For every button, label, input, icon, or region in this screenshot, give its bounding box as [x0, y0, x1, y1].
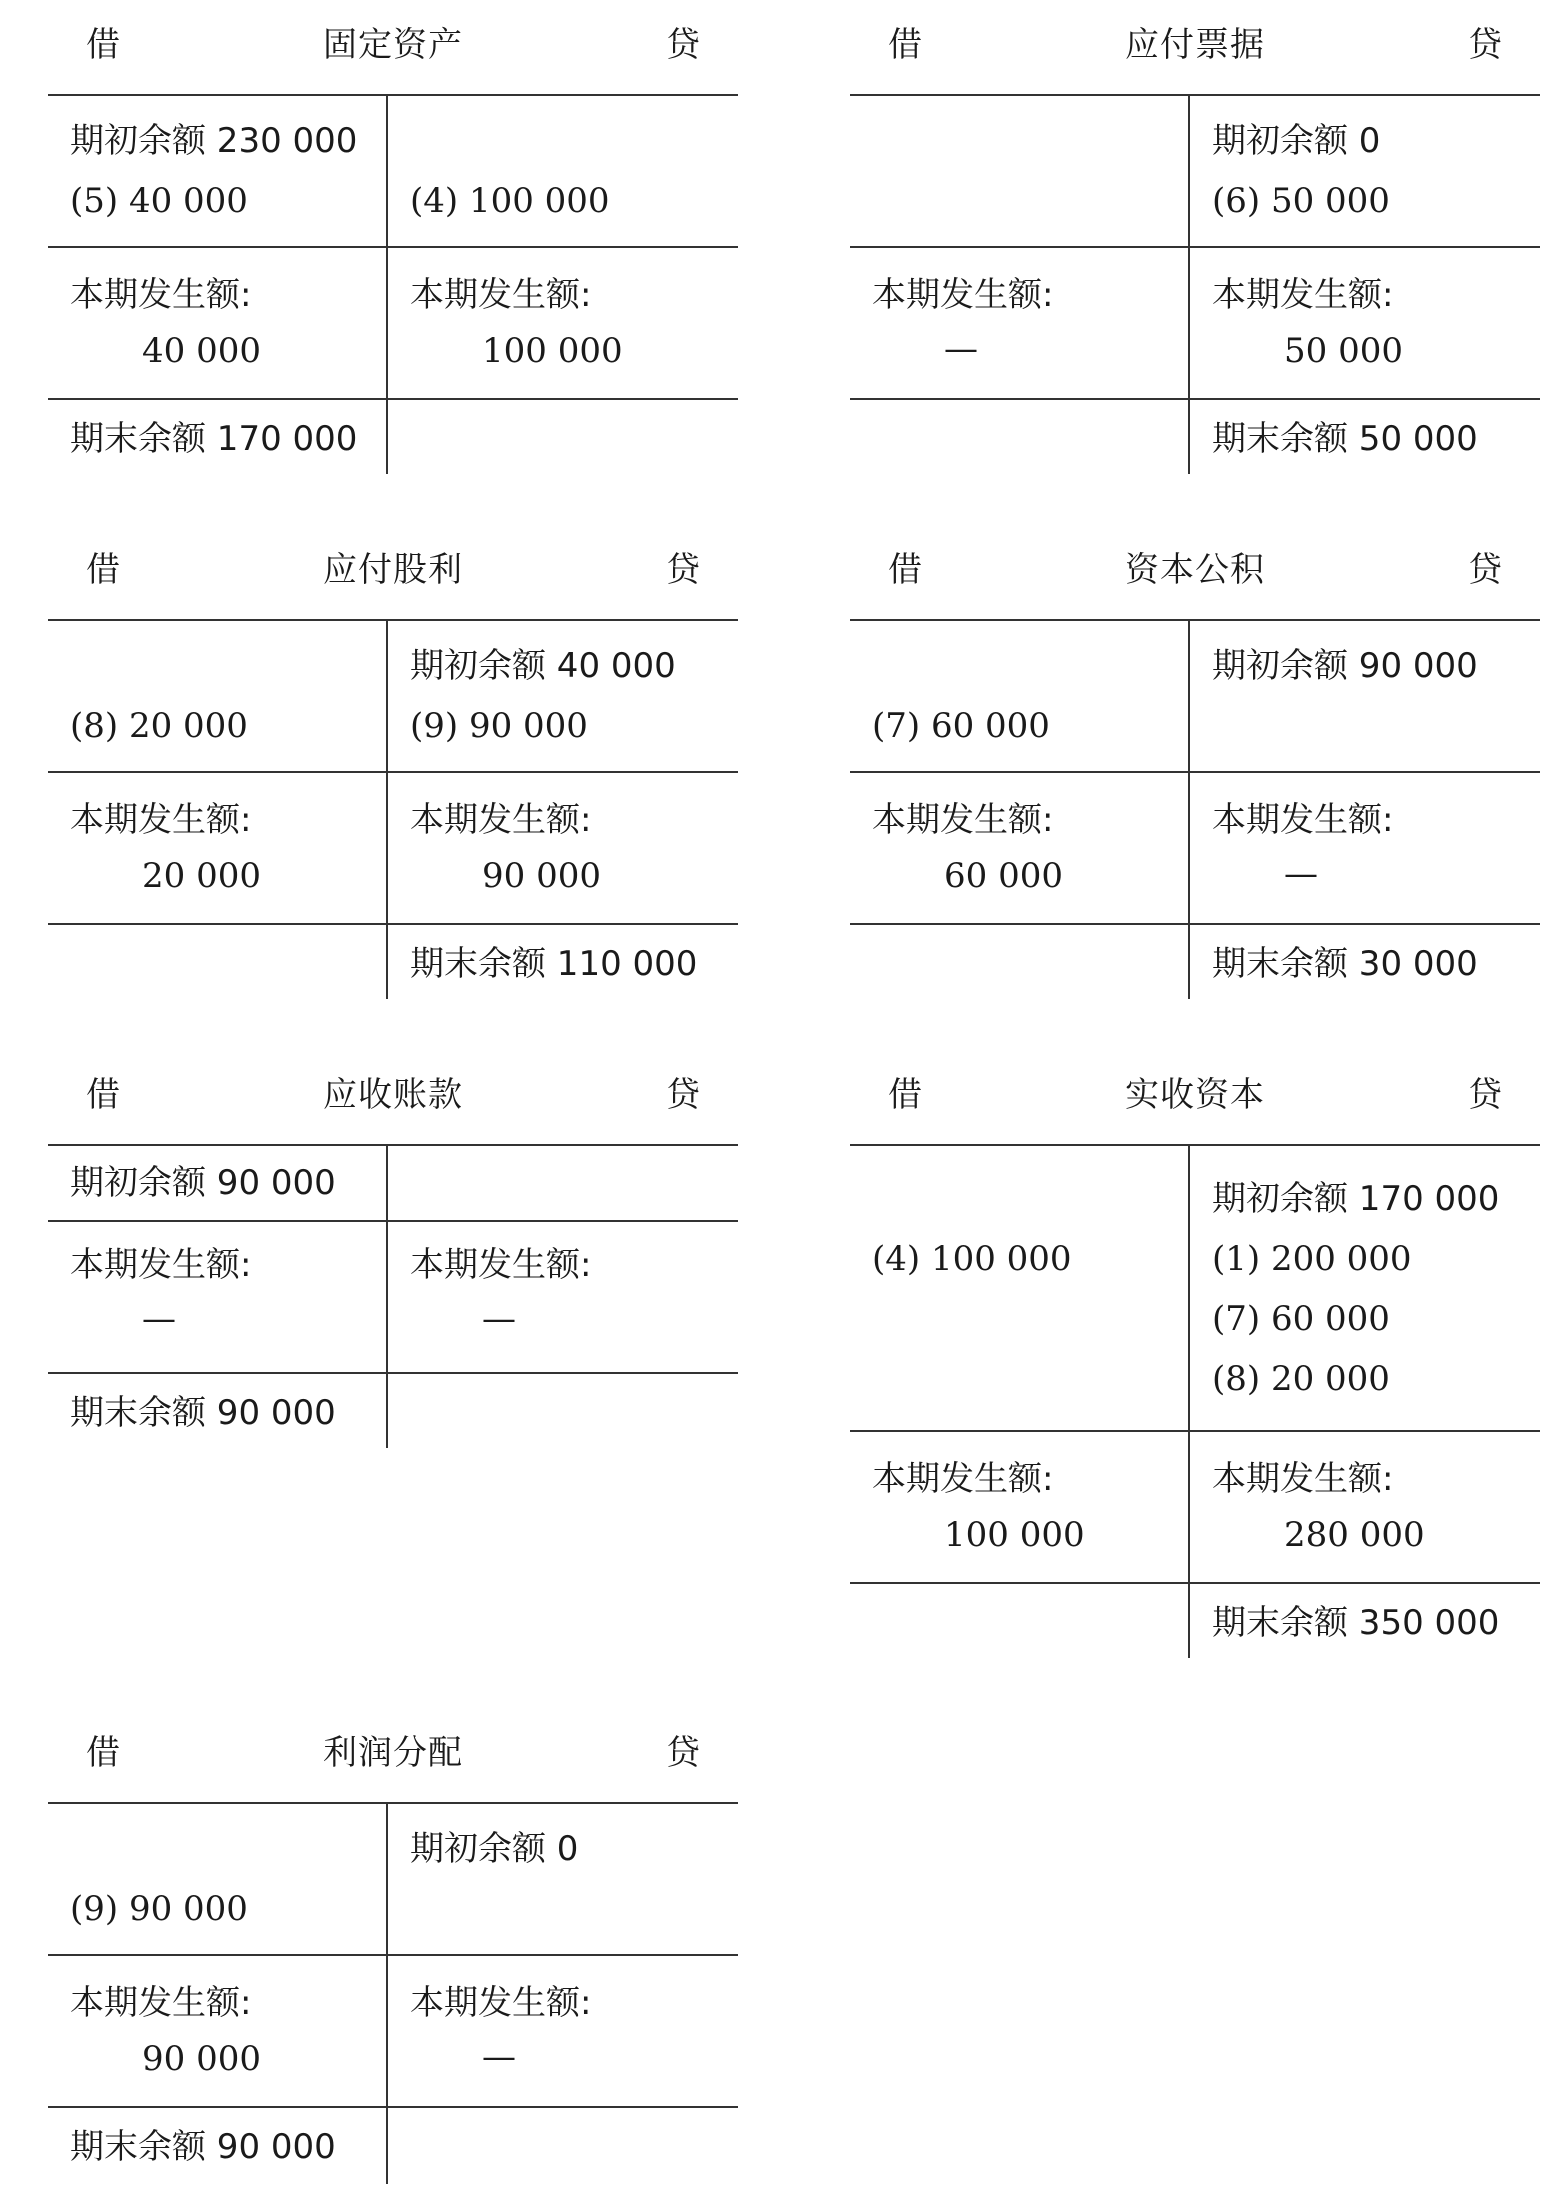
debit-entry: 期初余额 230 000: [70, 121, 358, 161]
account-title: 利润分配: [323, 1733, 463, 1773]
closing-balance: 期末余额 90 000: [70, 2127, 336, 2167]
account-title: 应付票据: [1125, 25, 1265, 65]
credit-closing: [1190, 400, 1540, 474]
period-totals-row: [48, 246, 738, 398]
debit-closing: [48, 925, 388, 999]
debit-period-total: [48, 1956, 388, 2106]
entries-row: [48, 96, 738, 246]
debit-entry: (9) 90 000: [70, 1889, 248, 1929]
credit-period-total: [1190, 773, 1540, 923]
credit-period-total: [1190, 248, 1540, 398]
debit-closing: [48, 2108, 388, 2184]
debit-period-total: [850, 773, 1190, 923]
debit-closing: [850, 400, 1190, 474]
credit-entry: 期初余额 0: [410, 1829, 579, 1869]
credit-entries: [1190, 1146, 1540, 1430]
debit-period-total: [850, 248, 1190, 398]
debit-period-total: [48, 773, 388, 923]
period-label: 本期发生额:: [70, 1983, 252, 2023]
debit-entries: [48, 1146, 388, 1220]
credit-label: 贷: [1468, 1075, 1502, 1115]
entries-row: [48, 621, 738, 771]
closing-row: [48, 923, 738, 999]
period-totals-row: [48, 1954, 738, 2106]
credit-entries: [1190, 621, 1540, 771]
credit-entries: [388, 1804, 738, 1954]
debit-entries: [48, 96, 388, 246]
period-label: 本期发生额:: [410, 275, 592, 315]
account-header: [48, 525, 738, 621]
period-label: 本期发生额:: [1212, 1459, 1394, 1499]
period-label: 本期发生额:: [70, 800, 252, 840]
period-label: 本期发生额:: [410, 1983, 592, 2023]
closing-balance: 期末余额 30 000: [1212, 944, 1478, 984]
credit-label: 贷: [666, 1733, 700, 1773]
period-totals-row: [48, 1220, 738, 1372]
credit-closing: [1190, 925, 1540, 999]
debit-period-amount: —: [142, 1299, 176, 1339]
entries-row: [48, 1146, 738, 1220]
debit-period-total: [850, 1432, 1190, 1582]
closing-balance: 期末余额 170 000: [70, 419, 358, 459]
debit-label: 借: [86, 25, 120, 65]
credit-period-amount: —: [482, 2037, 516, 2077]
credit-entry: 期初余额 40 000: [410, 646, 676, 686]
debit-period-amount: —: [944, 329, 978, 369]
account-header: [850, 0, 1540, 96]
closing-row: [850, 398, 1540, 474]
debit-label: 借: [86, 1733, 120, 1773]
period-label: 本期发生额:: [872, 275, 1054, 315]
account-title: 应付股利: [323, 550, 463, 590]
account-header: [48, 1708, 738, 1804]
debit-label: 借: [888, 1075, 922, 1115]
t-account-fixed-assets: [48, 0, 738, 474]
entries-row: [48, 1804, 738, 1954]
credit-entries: [1190, 96, 1540, 246]
debit-period-amount: 60 000: [944, 856, 1063, 896]
debit-label: 借: [888, 25, 922, 65]
period-label: 本期发生额:: [1212, 275, 1394, 315]
debit-label: 借: [86, 550, 120, 590]
t-account-notes-payable: [850, 0, 1540, 474]
credit-entry: (7) 60 000: [1212, 1299, 1390, 1339]
t-account-capital-reserve: [850, 525, 1540, 999]
credit-entry: 期初余额 90 000: [1212, 646, 1478, 686]
account-header: [850, 1050, 1540, 1146]
period-totals-row: [850, 1430, 1540, 1582]
credit-closing: [388, 400, 738, 474]
account-header: [48, 0, 738, 96]
credit-entry: 期初余额 170 000: [1212, 1179, 1500, 1219]
debit-label: 借: [86, 1075, 120, 1115]
closing-balance: 期末余额 110 000: [410, 944, 698, 984]
credit-label: 贷: [666, 550, 700, 590]
closing-row: [48, 1372, 738, 1448]
credit-period-total: [388, 1956, 738, 2106]
credit-label: 贷: [1468, 25, 1502, 65]
closing-balance: 期末余额 90 000: [70, 1393, 336, 1433]
credit-label: 贷: [666, 1075, 700, 1115]
debit-label: 借: [888, 550, 922, 590]
period-totals-row: [850, 246, 1540, 398]
period-totals-row: [850, 771, 1540, 923]
debit-period-amount: 100 000: [944, 1515, 1085, 1555]
credit-label: 贷: [666, 25, 700, 65]
debit-closing: [48, 400, 388, 474]
period-label: 本期发生额:: [1212, 800, 1394, 840]
account-header: [850, 525, 1540, 621]
credit-period-amount: 280 000: [1284, 1515, 1425, 1555]
debit-entries: [850, 621, 1190, 771]
closing-balance: 期末余额 50 000: [1212, 419, 1478, 459]
period-label: 本期发生额:: [872, 1459, 1054, 1499]
account-title: 固定资产: [323, 25, 463, 65]
closing-row: [850, 923, 1540, 999]
debit-period-amount: 40 000: [142, 331, 261, 371]
entries-row: [850, 621, 1540, 771]
credit-label: 贷: [1468, 550, 1502, 590]
credit-period-amount: —: [1284, 854, 1318, 894]
period-label: 本期发生额:: [410, 1245, 592, 1285]
debit-entry: (8) 20 000: [70, 706, 248, 746]
credit-closing: [388, 1374, 738, 1448]
credit-entry: (9) 90 000: [410, 706, 588, 746]
entries-row: [850, 1146, 1540, 1430]
closing-balance: 期末余额 350 000: [1212, 1603, 1500, 1643]
credit-closing: [388, 2108, 738, 2184]
debit-entry: 期初余额 90 000: [70, 1163, 336, 1203]
credit-entries: [388, 621, 738, 771]
debit-period-amount: 90 000: [142, 2039, 261, 2079]
t-account-paid-in-capital: [850, 1050, 1540, 1658]
debit-entries: [850, 1146, 1190, 1430]
credit-period-amount: 50 000: [1284, 331, 1403, 371]
closing-row: [850, 1582, 1540, 1658]
credit-period-total: [1190, 1432, 1540, 1582]
credit-period-amount: 90 000: [482, 856, 601, 896]
debit-entry: (4) 100 000: [872, 1239, 1072, 1279]
account-title: 应收账款: [323, 1075, 463, 1115]
account-title: 实收资本: [1125, 1075, 1265, 1115]
credit-period-total: [388, 773, 738, 923]
credit-period-total: [388, 1222, 738, 1372]
entries-row: [850, 96, 1540, 246]
credit-closing: [1190, 1584, 1540, 1658]
account-title: 资本公积: [1125, 550, 1265, 590]
closing-row: [48, 2106, 738, 2184]
credit-entry: (4) 100 000: [410, 181, 610, 221]
closing-row: [48, 398, 738, 474]
debit-closing: [850, 925, 1190, 999]
credit-closing: [388, 925, 738, 999]
credit-entries: [388, 96, 738, 246]
debit-entry: (5) 40 000: [70, 181, 248, 221]
debit-closing: [48, 1374, 388, 1448]
debit-period-total: [48, 248, 388, 398]
credit-entry: (6) 50 000: [1212, 181, 1390, 221]
credit-entry: (8) 20 000: [1212, 1359, 1390, 1399]
debit-entries: [48, 621, 388, 771]
debit-closing: [850, 1584, 1190, 1658]
credit-entry: (1) 200 000: [1212, 1239, 1412, 1279]
t-account-dividends-payable: [48, 525, 738, 999]
period-totals-row: [48, 771, 738, 923]
credit-period-total: [388, 248, 738, 398]
period-label: 本期发生额:: [872, 800, 1054, 840]
debit-period-amount: 20 000: [142, 856, 261, 896]
credit-period-amount: 100 000: [482, 331, 623, 371]
debit-entry: (7) 60 000: [872, 706, 1050, 746]
t-account-accounts-receivable: [48, 1050, 738, 1448]
t-account-profit-distribution: [48, 1708, 738, 2184]
account-header: [48, 1050, 738, 1146]
debit-period-total: [48, 1222, 388, 1372]
period-label: 本期发生额:: [70, 275, 252, 315]
period-label: 本期发生额:: [70, 1245, 252, 1285]
debit-entries: [850, 96, 1190, 246]
credit-entries: [388, 1146, 738, 1220]
credit-entry: 期初余额 0: [1212, 121, 1381, 161]
debit-entries: [48, 1804, 388, 1954]
period-label: 本期发生额:: [410, 800, 592, 840]
credit-period-amount: —: [482, 1299, 516, 1339]
